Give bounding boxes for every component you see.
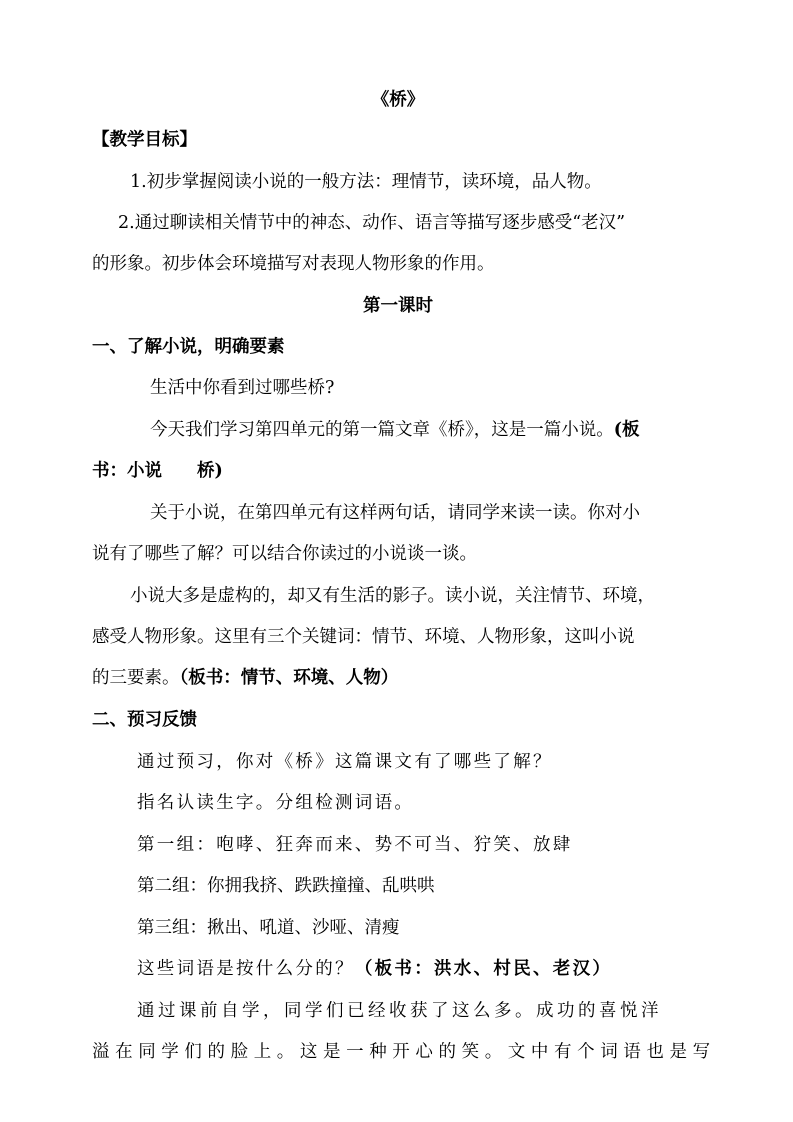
section-1-paragraph-2-line-2: 书：小说 桥) [92,461,223,481]
word-group-3: 第三组：揪出、吼道、沙哑、清瘦 [137,918,400,938]
word-group-1: 第一组：咆哮、狂奔而来、势不可当、狞笑、放肆 [137,835,573,855]
objective-2-line-1: 2.通过聊读相关情节中的神态、动作、语言等描写逐步感受“老汉” [118,213,626,233]
section-1-paragraph-4-line-3 [92,666,704,690]
section-2-paragraph-2: 指名认读生字。分组检测词语。 [137,793,415,813]
section-1-paragraph-4-line-2: 感受人物形象。这里有三个关键词：情节、环境、人物形象，这叫小说 [92,627,635,647]
paragraph-text: 的三要素。 [92,668,180,688]
section-2-paragraph-3-line-1: 通过课前自学，同学们已经收获了这么多。成功的喜悦洋 [137,1001,662,1021]
section-2-paragraph-3-line-2: 溢在同学们的脸上。这是一种开心的笑。文中有个词语也是写 [92,1042,716,1062]
section-1-paragraph-3-line-1: 关于小说，在第四单元有这样两句话，请同学来读一读。你对小 [150,503,640,523]
board-note: （板书：洪水、村民、老汉） [354,959,613,979]
paragraph-text: 今天我们学习第四单元的第一篇文章《桥》，这是一篇小说。 [150,420,614,440]
objective-1: 1.初步掌握阅读小说的一般方法：理情节，读环境，品人物。 [130,172,602,192]
board-note: （板书：情节、环境、人物） [179,668,399,688]
section-1-heading: 一、了解小说，明确要素 [92,337,285,357]
section-1-paragraph-3-line-2: 说有了哪些了解？可以结合你读过的小说谈一谈。 [92,544,477,564]
objective-2-line-2: 的形象。初步体会环境描写对表现人物形象的作用。 [92,254,495,274]
objectives-heading: 【教学目标】 [92,130,197,150]
word-group-2: 第二组：你拥我挤、跌跌撞撞、乱哄哄 [137,876,435,896]
section-1-paragraph-4-line-1: 小说大多是虚构的，却又有生活的影子。读小说，关注情节、环境， [130,586,655,606]
grouping-question [137,957,749,981]
lesson-title: 第一课时 [363,296,433,316]
board-note: (板 [613,420,640,440]
paragraph-text: 这些词语是按什么分的？ [137,959,355,979]
section-1-paragraph-1: 生活中你看到过哪些桥? [150,378,335,398]
section-1-paragraph-2-line-1 [150,418,710,442]
section-2-heading: 二、预习反馈 [92,710,197,730]
section-2-paragraph-1: 通过预习，你对《桥》这篇课文有了哪些了解？ [137,752,553,772]
document-title: 《桥》 [371,90,425,110]
